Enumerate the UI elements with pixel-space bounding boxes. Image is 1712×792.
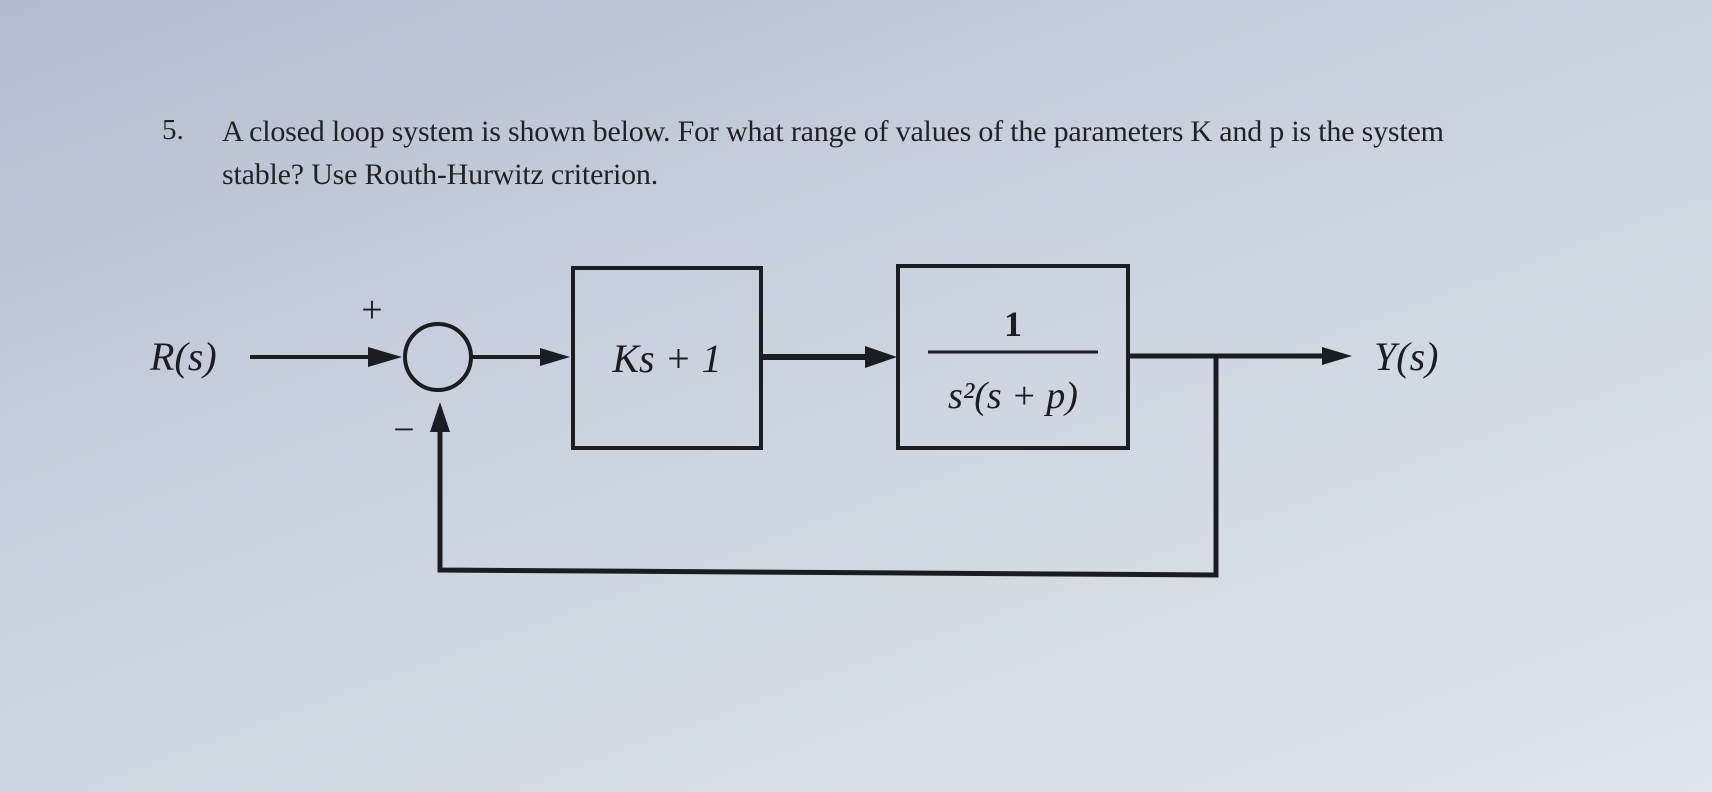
plant-denominator: s²(s + p)	[948, 375, 1078, 417]
error-signal-line	[471, 348, 570, 366]
controller-label: Ks + 1	[612, 336, 722, 381]
summing-junction	[405, 324, 471, 390]
problem-text: A closed loop system is shown below. For what range of values of the parameters K and p is the system stable? Use Routh-Hurwitz criterion.	[222, 115, 1444, 191]
feedback-path	[430, 356, 1216, 575]
plus-sign: +	[361, 289, 383, 331]
output-signal-line	[1128, 347, 1352, 365]
control-signal-line	[761, 346, 897, 368]
input-signal-line	[250, 347, 402, 367]
problem-number: 5.	[162, 114, 184, 146]
minus-sign: −	[393, 409, 415, 451]
output-label: Y(s)	[1374, 334, 1439, 379]
plant-numerator: 1	[1004, 304, 1022, 344]
plant-block	[898, 266, 1128, 448]
input-label: R(s)	[150, 334, 217, 379]
